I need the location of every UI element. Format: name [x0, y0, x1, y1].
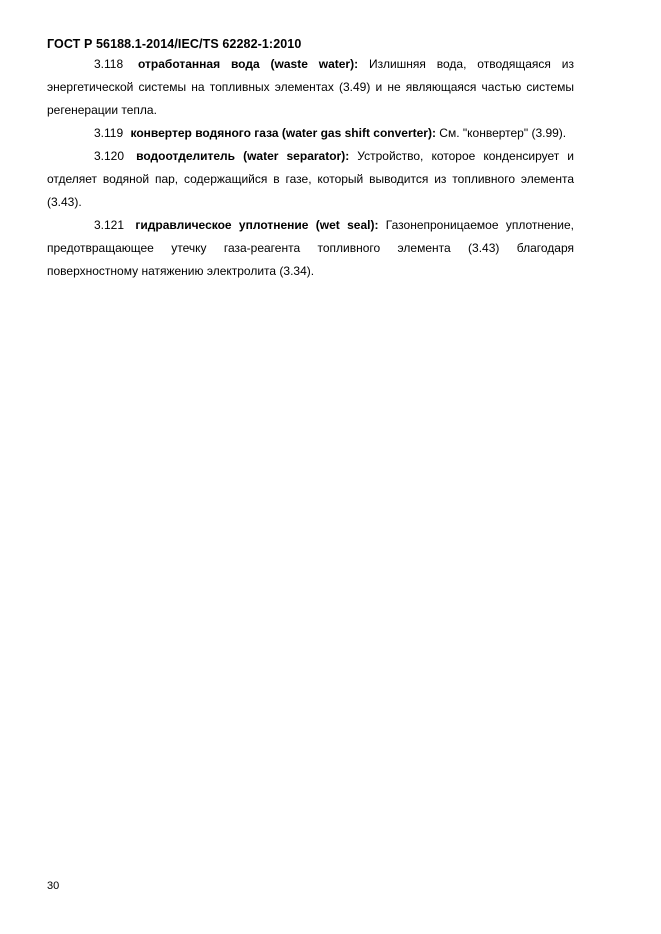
- definition-entry-3-121: [47, 214, 574, 283]
- entry-definition: Газонепроницаемое уплотнение, предотвращающее утечку газа-реагента топливного элемента (3.43) благодаря поверхностному натяжению электролита (3.34).: [47, 218, 575, 278]
- entry-term: гидравлическое уплотнение (wet seal):: [135, 218, 379, 232]
- entry-definition: Устройство, которое конденсирует и отделяет водяной пар, содержащийся в газе, который выводится из топливного элемента (3.43).: [47, 149, 575, 209]
- entry-term: конвертер водяного газа (water gas shift converter):: [130, 126, 436, 140]
- page-number: 30: [47, 880, 60, 892]
- entry-number: 3.121: [94, 218, 125, 232]
- definition-entry-3-119: [47, 122, 574, 145]
- document-body: [47, 53, 574, 283]
- definition-entry-3-118: [47, 53, 574, 122]
- entry-term: отработанная вода (waste water):: [138, 57, 359, 71]
- entry-number: 3.119: [94, 126, 124, 140]
- entry-number: 3.118: [94, 57, 124, 71]
- entry-definition: Излишняя вода, отводящаяся из энергетической системы на топливных элементах (3.49) и не являющаяся частью системы регенерации тепла.: [47, 57, 574, 117]
- entry-definition: См. "конвертер" (3.99).: [439, 126, 567, 140]
- entry-term: водоотделитель (water separator):: [136, 149, 350, 163]
- document-header: ГОСТ Р 56188.1-2014/IEC/TS 62282-1:2010: [47, 37, 302, 51]
- definition-entry-3-120: [47, 145, 574, 214]
- entry-number: 3.120: [94, 149, 125, 163]
